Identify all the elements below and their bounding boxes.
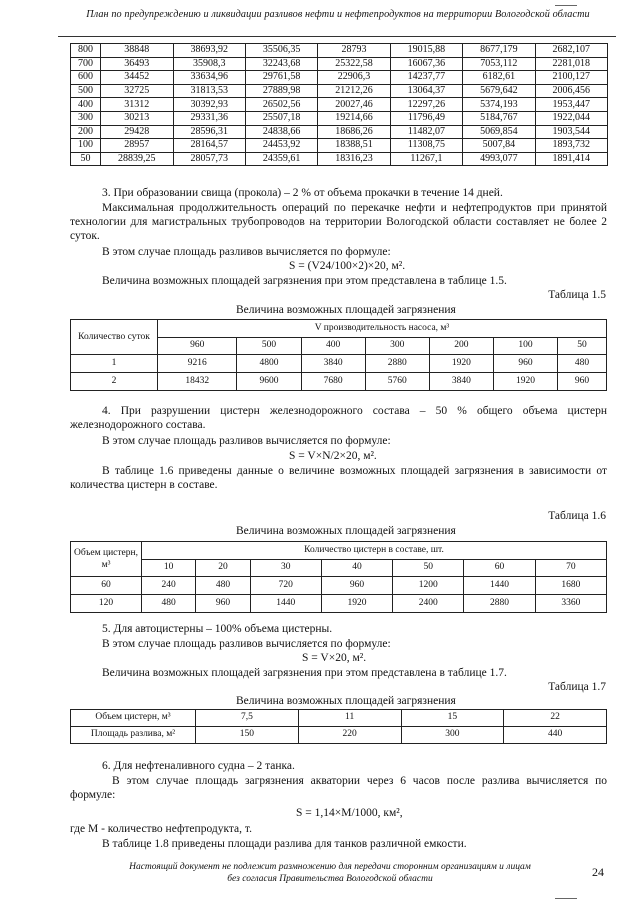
table-cell: 26502,56 (245, 98, 317, 112)
table-cell: 1440 (250, 595, 321, 613)
footer-line-2: без согласия Правительства Вологодской области (227, 874, 433, 884)
table-cell: 22 (504, 710, 607, 727)
s3-item: 3. При образовании свища (прокола) – 2 % от объема прокачки в течение 14 дней. (102, 187, 503, 199)
table-cell: 28164,57 (173, 139, 245, 153)
table-cell: 480 (196, 577, 250, 595)
table-cell: 1680 (535, 577, 606, 595)
table15-col-header: 500 (237, 337, 301, 355)
footer-note (80, 861, 580, 885)
table-cell: 4800 (237, 355, 301, 373)
s5-formula: S = V×20, м². (302, 652, 367, 664)
table-cell: 2682,107 (535, 44, 607, 58)
table-cell: 4993,077 (463, 152, 535, 166)
table-cell: 7,5 (196, 710, 299, 727)
table-cell: 100 (71, 139, 101, 153)
table-cell: 35506,35 (245, 44, 317, 58)
table-cell: 720 (250, 577, 321, 595)
s4-formula: S = V×N/2×20, м². (289, 450, 377, 462)
table-cell: 1922,044 (535, 111, 607, 125)
table-cell: 35908,3 (173, 57, 245, 71)
table-cell: 19214,66 (318, 111, 390, 125)
table-cell: 300 (71, 111, 101, 125)
table-continuation (70, 43, 608, 166)
table-cell: 8677,179 (463, 44, 535, 58)
table-row (71, 595, 607, 613)
table-cell: 18686,26 (318, 125, 390, 139)
table-cell: 31312 (101, 98, 173, 112)
table-row (71, 373, 607, 391)
footer-line-1: Настоящий документ не подлежит размножению для передачи сторонним организациям и лицам (129, 862, 531, 872)
s6-formula: S = 1,14×M/1000, км², (296, 807, 403, 819)
table-cell: 5184,767 (463, 111, 535, 125)
table-row (71, 84, 608, 98)
table-cell: 1440 (464, 577, 535, 595)
table-cell: 28057,73 (173, 152, 245, 166)
table-cell: 13064,37 (390, 84, 462, 98)
page-number: 24 (592, 865, 604, 879)
s6-table-ref: В таблице 1.8 приведены площади разлива для танков различной емкости. (102, 838, 467, 850)
table-cell: 3360 (535, 595, 606, 613)
table-cell: 22906,3 (318, 71, 390, 85)
table15-col-header: 400 (301, 337, 365, 355)
table-cell: 20027,46 (318, 98, 390, 112)
table-cell: 1920 (321, 595, 392, 613)
table-cell: 960 (321, 577, 392, 595)
table-cell: 1 (71, 355, 158, 373)
table-cell: 960 (558, 373, 607, 391)
table-cell: 28793 (318, 44, 390, 58)
table-cell: 2 (71, 373, 158, 391)
table-cell: 14237,77 (390, 71, 462, 85)
table-cell: 2281,018 (535, 57, 607, 71)
table15-col-header: 200 (429, 337, 493, 355)
s5-formula-intro: В этом случае площадь разливов вычисляется по формуле: (102, 638, 391, 650)
table-cell: 31813,53 (173, 84, 245, 98)
table-cell: 1891,414 (535, 152, 607, 166)
table16-col-header: 50 (393, 559, 464, 577)
table-cell: 30213 (101, 111, 173, 125)
s5-table-ref: Величина возможных площадей загрязнения при этом представлена в таблице 1.7. (102, 667, 507, 679)
table-cell: 600 (71, 71, 101, 85)
table-cell: 11796,49 (390, 111, 462, 125)
table-cell: 1893,732 (535, 139, 607, 153)
s3-paragraph: Максимальная продолжительность операций по перекачке нефти и нефтепродуктов при принятой технологии для магистральных трубопроводов на территории Вологодской области составляет не более 2 суток. (70, 202, 607, 242)
table-cell: 1200 (393, 577, 464, 595)
table15-col-header: 100 (493, 337, 557, 355)
table-cell: 25507,18 (245, 111, 317, 125)
table-cell: 29428 (101, 125, 173, 139)
scan-mark (555, 5, 577, 6)
s3-formula: S = (V24/100×2)×20, м². (289, 260, 406, 272)
table-cell: 7053,112 (463, 57, 535, 71)
s3-formula-intro: В этом случае площадь разливов вычисляется по формуле: (102, 246, 391, 258)
table-cell: 2880 (464, 595, 535, 613)
table16-col-header: 30 (250, 559, 321, 577)
table-cell: 150 (196, 727, 299, 744)
table-cell: 38848 (101, 44, 173, 58)
table17-r2-head: Площадь разлива, м² (71, 727, 196, 744)
table-cell: 2100,127 (535, 71, 607, 85)
table16-col-header: 20 (196, 559, 250, 577)
table-cell: 960 (493, 355, 557, 373)
table-1-5 (70, 319, 607, 391)
table16-col-header: 40 (321, 559, 392, 577)
table16-label: Таблица 1.6 (548, 510, 606, 522)
table-cell: 5374,193 (463, 98, 535, 112)
table-cell: 50 (71, 152, 101, 166)
table-row (71, 125, 608, 139)
table-cell: 28596,31 (173, 125, 245, 139)
table-cell: 1953,447 (535, 98, 607, 112)
table-cell: 12297,26 (390, 98, 462, 112)
table-cell: 11308,75 (390, 139, 462, 153)
table-cell: 200 (71, 125, 101, 139)
table-row (71, 44, 608, 58)
table-cell: 38693,92 (173, 44, 245, 58)
table-cell: 36493 (101, 57, 173, 71)
table-cell: 25322,58 (318, 57, 390, 71)
table-cell: 18432 (158, 373, 237, 391)
table-cell: 480 (142, 595, 196, 613)
table-cell: 24838,66 (245, 125, 317, 139)
table-cell: 800 (71, 44, 101, 58)
table15-group-head: V производительность насоса, м³ (158, 320, 607, 338)
table-row (71, 577, 607, 595)
table-cell: 27889,98 (245, 84, 317, 98)
s6-item: 6. Для нефтеналивного судна – 2 танка. (102, 760, 295, 772)
table16-title: Величина возможных площадей загрязнения (236, 525, 456, 537)
s4-item: 4. При разрушении цистерн железнодорожного состава – 50 % общего объема цистерн железнодорожного состава. (70, 405, 607, 431)
table-cell: 32243,68 (245, 57, 317, 71)
table-cell: 240 (142, 577, 196, 595)
table-cell: 120 (71, 595, 142, 613)
s6-where: где М - количество нефтепродукта, т. (70, 823, 252, 835)
table-cell: 9216 (158, 355, 237, 373)
s4-formula-intro: В этом случае площадь разливов вычисляется по формуле: (102, 435, 391, 447)
table-cell: 24359,61 (245, 152, 317, 166)
table15-label: Таблица 1.5 (548, 289, 606, 301)
table-cell: 30392,93 (173, 98, 245, 112)
table-cell: 32725 (101, 84, 173, 98)
table17-r1-head: Объем цистерн, м³ (71, 710, 196, 727)
table-cell: 6182,61 (463, 71, 535, 85)
table-cell: 9600 (237, 373, 301, 391)
table-cell: 21212,26 (318, 84, 390, 98)
table-cell: 19015,88 (390, 44, 462, 58)
table-cell: 24453,92 (245, 139, 317, 153)
table-cell: 960 (196, 595, 250, 613)
table-cell: 16067,36 (390, 57, 462, 71)
table15-col-header: 50 (558, 337, 607, 355)
table-row (71, 355, 607, 373)
table-cell: 5679,642 (463, 84, 535, 98)
table-cell: 2006,456 (535, 84, 607, 98)
table15-col-head: Количество суток (71, 320, 158, 355)
table-row (71, 98, 608, 112)
table-1-7 (70, 709, 607, 744)
table-cell: 11267,1 (390, 152, 462, 166)
table17-label: Таблица 1.7 (548, 681, 606, 693)
table-cell: 1920 (493, 373, 557, 391)
table-cell: 440 (504, 727, 607, 744)
table-row (71, 111, 608, 125)
table-cell: 18388,51 (318, 139, 390, 153)
table-row (71, 57, 608, 71)
table15-col-header: 960 (158, 337, 237, 355)
table-cell: 15 (401, 710, 504, 727)
table16-group-head: Количество цистерн в составе, шт. (142, 542, 607, 560)
table-cell: 28957 (101, 139, 173, 153)
table-cell: 7680 (301, 373, 365, 391)
table16-col-header: 60 (464, 559, 535, 577)
table-cell: 1920 (429, 355, 493, 373)
table-cell: 3840 (429, 373, 493, 391)
scan-mark-bottom (555, 898, 577, 899)
table-cell: 500 (71, 84, 101, 98)
table-row (71, 139, 608, 153)
table-cell: 11 (298, 710, 401, 727)
table16-col-header: 70 (535, 559, 606, 577)
table-cell: 1903,544 (535, 125, 607, 139)
s4-paragraph: В таблице 1.6 приведены данные о величине возможных площадей загрязнения в зависимости от количества цистерн в составе. (70, 465, 607, 491)
table-cell: 2880 (365, 355, 429, 373)
page-header: План по предупреждению и ликвидации разливов нефти и нефтепродуктов на территории Вологодской области (86, 9, 590, 20)
table-cell: 400 (71, 98, 101, 112)
table-cell: 480 (558, 355, 607, 373)
table-cell: 11482,07 (390, 125, 462, 139)
table-cell: 2400 (393, 595, 464, 613)
table15-title: Величина возможных площадей загрязнения (236, 304, 456, 316)
table-cell: 28839,25 (101, 152, 173, 166)
table-cell: 220 (298, 727, 401, 744)
table-row (71, 71, 608, 85)
table-cell: 29331,36 (173, 111, 245, 125)
table-1-6 (70, 541, 607, 613)
table-cell: 5760 (365, 373, 429, 391)
table-cell: 33634,96 (173, 71, 245, 85)
table-cell: 18316,23 (318, 152, 390, 166)
table-cell: 700 (71, 57, 101, 71)
s6-paragraph: В этом случае площадь загрязнения акватории через 6 часов после разлива вычисляется по формуле: (70, 775, 607, 801)
table16-col-head: Объем цистерн, м³ (71, 542, 142, 577)
table-cell: 60 (71, 577, 142, 595)
table-cell: 5007,84 (463, 139, 535, 153)
table-cell: 29761,58 (245, 71, 317, 85)
table17-title: Величина возможных площадей загрязнения (236, 695, 456, 707)
table-row (71, 152, 608, 166)
table-cell: 34452 (101, 71, 173, 85)
table-cell: 5069,854 (463, 125, 535, 139)
table15-col-header: 300 (365, 337, 429, 355)
s5-item: 5. Для автоцистерны – 100% объема цистерны. (102, 623, 333, 635)
header-rule (58, 36, 616, 37)
s3-table-ref: Величина возможных площадей загрязнения при этом представлена в таблице 1.5. (102, 275, 507, 287)
table-cell: 300 (401, 727, 504, 744)
table16-col-header: 10 (142, 559, 196, 577)
table-cell: 3840 (301, 355, 365, 373)
